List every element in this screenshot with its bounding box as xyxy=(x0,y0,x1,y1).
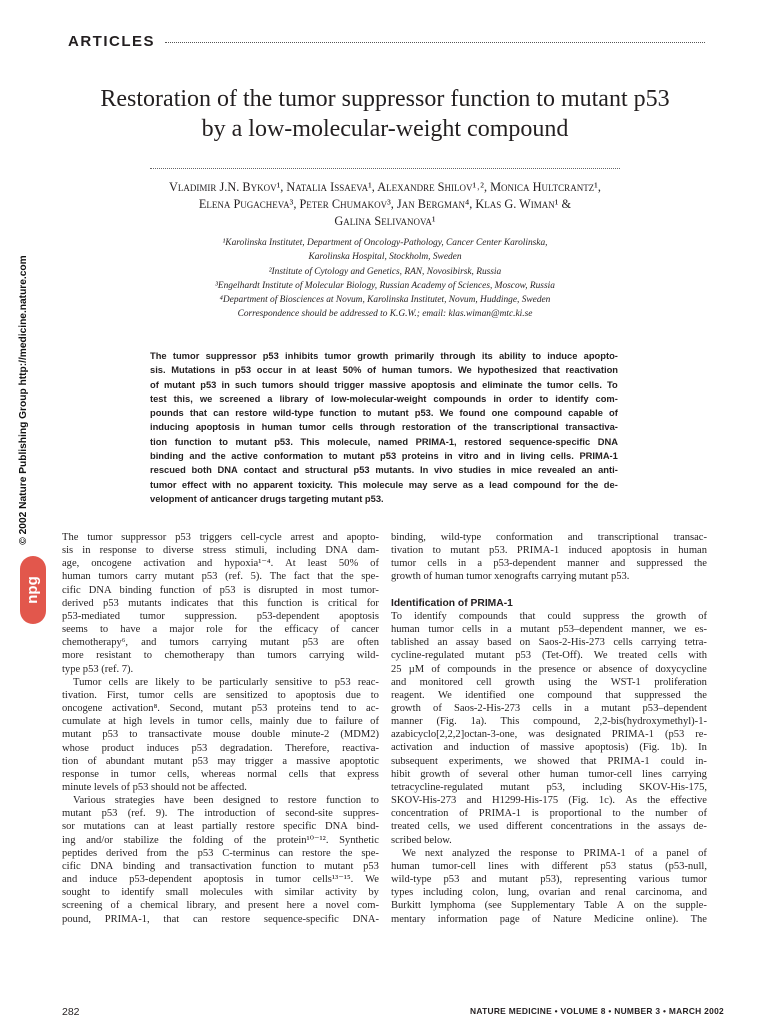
title-line: by a low-molecular-weight compound xyxy=(201,116,569,142)
body-text-line: To identify compounds that could suppress the growth of xyxy=(391,610,707,622)
body-text-line: type p53 (ref. 7). xyxy=(62,663,134,675)
affiliation-line: ²Institute of Cytology and Genetics, RAN, Novosibirsk, Russia xyxy=(268,266,502,277)
body-text-line: SKOV-His-273 and H1299-His-175 (Fig. 1c). As the effective xyxy=(391,795,707,807)
page-number: 282 xyxy=(62,1006,80,1018)
abstract-line: tion function to mutant p53. This molecule, named PRIMA-1, restored sequence-specific DNA xyxy=(150,436,618,447)
paragraph-gap xyxy=(391,584,707,597)
body-text-line: p53-mediated tumor suppression. p53-dependent apoptosis xyxy=(62,610,379,622)
body-text-line: oncogene activation⁸. Second, mutant p53 proteins tend to ac- xyxy=(62,703,379,715)
affiliations xyxy=(140,236,630,322)
body-text-line: human tumor cells in a mutant p53–dependent manner, we es- xyxy=(391,624,707,636)
abstract-line: velopment of anticancer drugs targeting mutant p53. xyxy=(150,493,384,504)
body-text-line: treated cells, we used different concentrations in the assays de- xyxy=(391,821,707,833)
body-text-line: age, oncogene activation and hypoxia¹⁻⁴. At least 50% of xyxy=(62,558,379,570)
body-text-line: sought to identify small molecules with similar activity by xyxy=(62,887,379,899)
body-text-line: scribed below. xyxy=(391,834,452,846)
body-text-line: human tumors carry mutant p53 (ref. 5). The fact that the spe- xyxy=(62,571,379,583)
author-line: Vladimir J.N. Bykov¹, Natalia Issaeva¹, Alexandre Shilov¹˒², Monica Hultcrantz¹, xyxy=(169,180,601,194)
body-text-line: screening of a chemical library, and present here a novel com- xyxy=(62,900,379,912)
body-text-line: azabicyclo[2,2,2]octan-3-one, was designated PRIMA-1 (p53 re- xyxy=(391,729,707,741)
body-text-line: mentary information page of Nature Medicine online). The xyxy=(391,913,707,925)
body-text-line: growth of human tumor xenografts carrying mutant p53. xyxy=(391,571,630,583)
body-text-line: more resistant to chemotherapy than tumors carrying wild- xyxy=(62,650,379,662)
body-text-line: mutant p53 to transactivate mouse double minute-2 (MDM2) xyxy=(62,729,379,741)
body-text-line: Burkitt lymphoma (see Supplementary Table A on the supple- xyxy=(391,900,707,912)
body-text-line: tumor cells in a p53-dependent manner and suppressed the xyxy=(391,558,707,570)
body-text-line: mutant p53 (ref. 9). The introduction of second-site suppres- xyxy=(62,808,379,820)
body-text-line: hibit growth of several other human tumor-cell lines carrying xyxy=(391,768,707,780)
body-text-line: cumulate at high levels in tumor cells, mainly due to failure of xyxy=(62,716,379,728)
abstract-line: rescued both DNA contact and structural p53 mutants. In vivo studies in mice revealed an anti- xyxy=(150,465,618,476)
body-text-line: We next analyzed the response to PRIMA-1 of a panel of xyxy=(402,847,707,859)
body-text-line: subsequent experiments, we showed that PRIMA-1 could in- xyxy=(391,755,707,767)
body-column-right xyxy=(391,531,707,926)
journal-footer: NATURE MEDICINE • VOLUME 8 • NUMBER 3 • MARCH 2002 xyxy=(470,1006,724,1016)
copyright-side-credit: © 2002 Nature Publishing Group http://medicine.nature.com xyxy=(18,255,29,545)
body-text-line: concentration of PRIMA-1 is proportional to the number of xyxy=(391,808,707,820)
body-text-line: chemotherapy⁶, and tumors carrying mutant p53 are often xyxy=(62,637,379,649)
body-text-line: reagent. We identified one compound that suppressed the xyxy=(391,689,707,701)
author-line: Galina Selivanova¹ xyxy=(334,214,436,228)
body-text-line: binding, wild-type conformation and transcriptional transac- xyxy=(391,532,707,543)
author-list xyxy=(130,179,640,230)
body-text-line: Tumor cells are likely to be particularly sensitive to p53 reac- xyxy=(73,676,379,688)
section-subheading: Identification of PRIMA-1 xyxy=(391,597,513,609)
body-text-line: peptides derived from the p53 C-terminus can restore the spe- xyxy=(62,847,379,859)
affiliation-line: ⁴Department of Biosciences at Novum, Karolinska Institutet, Novum, Huddinge, Sweden xyxy=(219,295,551,306)
body-text-line: derived p53 mutants indicates that this function is critical for xyxy=(62,597,379,609)
body-text-line: sor mutations can at least partially restore specific DNA bind- xyxy=(62,821,379,833)
abstract-line: inducing apoptosis in human tumor cells through restoration of the transcriptional transactiva- xyxy=(150,422,618,433)
abstract-line: binding and the active conformation to mutant p53 proteins in vitro and in living cells. PRIMA-1 xyxy=(150,451,618,462)
body-text-line: Various strategies have been designed to restore function to xyxy=(73,795,379,807)
article-title xyxy=(60,84,710,144)
body-text-line: activation and induction of massive apoptosis) (Fig. 1b). In xyxy=(391,742,707,754)
body-text-line: types including colon, lung, ovarian and renal carcinoma, and xyxy=(391,887,707,899)
body-text-line: sis in response to diverse stress stimuli, including DNA dam- xyxy=(62,545,379,557)
section-label: ARTICLES xyxy=(68,33,155,50)
body-text-line: ing and/or stabilize the folding of the protein¹⁰⁻¹². Synthetic xyxy=(62,834,379,846)
abstract-line: The tumor suppressor p53 inhibits tumor growth primarily through its ability to induce apopto- xyxy=(150,351,618,361)
body-text-line: tion of abundant mutant p53 may trigger a massive apoptotic xyxy=(62,755,379,767)
body-text-line: tablished an assay based on Saos-2-His-273 cells carrying tetra- xyxy=(391,637,707,649)
body-column-left xyxy=(62,531,379,926)
body-text-line: cific DNA binding function of p53 is disrupted in most tumor- xyxy=(62,584,379,596)
body-text-line: and induce p53-dependent apoptosis in tumor cells¹³⁻¹⁵. We xyxy=(62,874,379,886)
affiliation-line: ¹Karolinska Institutet, Department of Oncology-Pathology, Cancer Center Karolinska, xyxy=(222,238,548,248)
author-line: Elena Pugacheva³, Peter Chumakov³, Jan Bergman⁴, Klas G. Wiman¹ & xyxy=(198,197,572,211)
body-text-line: seems to have a major role for the efficacy of cancer xyxy=(62,624,379,636)
body-text-line: The tumor suppressor p53 triggers cell-cycle arrest and apopto- xyxy=(62,532,379,543)
body-text-line: minute levels of p53 should not be affected. xyxy=(62,781,247,793)
title-dotted-rule xyxy=(150,168,620,169)
body-text-line: whose product induces p53 degradation. Therefore, reactiva- xyxy=(62,742,379,754)
abstract-line: test this, we screened a library of low-molecular-weight compounds in order to identify com- xyxy=(150,393,618,404)
abstract xyxy=(150,349,618,506)
body-text-line: pound, PRIMA-1, that can restore sequence-specific DNA- xyxy=(62,913,379,925)
abstract-line: sis. Mutations in p53 occur in at least 50% of human tumors. We hypothesized that reactivation xyxy=(150,365,618,376)
body-text-line: tivation. First, tumor cells are sensitized to apoptosis due to xyxy=(62,689,379,701)
body-text-line: manner (Fig. 1a). This compound, 2,2-bis(hydroxymethyl)-1- xyxy=(391,716,707,728)
body-text-line: tivation to mutant p53. PRIMA-1 induced apoptosis in human xyxy=(391,545,707,557)
body-text-line: wild-type p53 and mutant p53), representing various tumor xyxy=(391,874,707,886)
npg-logo-text: npg xyxy=(23,576,41,604)
title-line: Restoration of the tumor suppressor function to mutant p53 xyxy=(100,86,670,112)
body-text-line: growth of Saos-2-His-273 cells in a mutant p53–dependent xyxy=(391,703,707,715)
body-text-line: cific DNA binding and transactivation function to mutant p53 xyxy=(62,860,379,872)
affiliation-line: ³Engelhardt Institute of Molecular Biology, Russian Academy of Sciences, Moscow, Russia xyxy=(215,280,555,291)
abstract-line: pounds that can restore wild-type function to mutant p53. We found one compound capable of xyxy=(150,408,618,419)
header-dotted-rule xyxy=(165,42,705,43)
body-text-line: response in tumor cells, whereas normal cells that express xyxy=(62,768,379,780)
npg-logo xyxy=(20,556,46,624)
correspondence-line: Correspondence should be addressed to K.G.W.; email: klas.wiman@mtc.ki.se xyxy=(237,309,533,320)
body-text-line: cycline-regulated mutant p53 (Tet-Off). We treated cells with xyxy=(391,650,707,662)
affiliation-line: Karolinska Hospital, Stockholm, Sweden xyxy=(308,252,462,263)
body-text-line: 25 µM of compounds in the presence or absence of doxycycline xyxy=(391,663,707,675)
body-text-line: human tumor-cell lines with different p53 status (p53-null, xyxy=(391,860,707,872)
body-text-line: and monitored cell growth using the WST-1 proliferation xyxy=(391,676,707,688)
abstract-line: of mutant p53 in such tumors should trigger massive apoptosis and eliminate the tumor cells. To xyxy=(150,379,618,390)
body-text-line: tetracycline-regulated mutant p53, including SKOV-His-175, xyxy=(391,781,707,793)
abstract-line: tumor effect with no apparent toxicity. This molecule may serve as a lead compound for the de- xyxy=(150,479,618,490)
